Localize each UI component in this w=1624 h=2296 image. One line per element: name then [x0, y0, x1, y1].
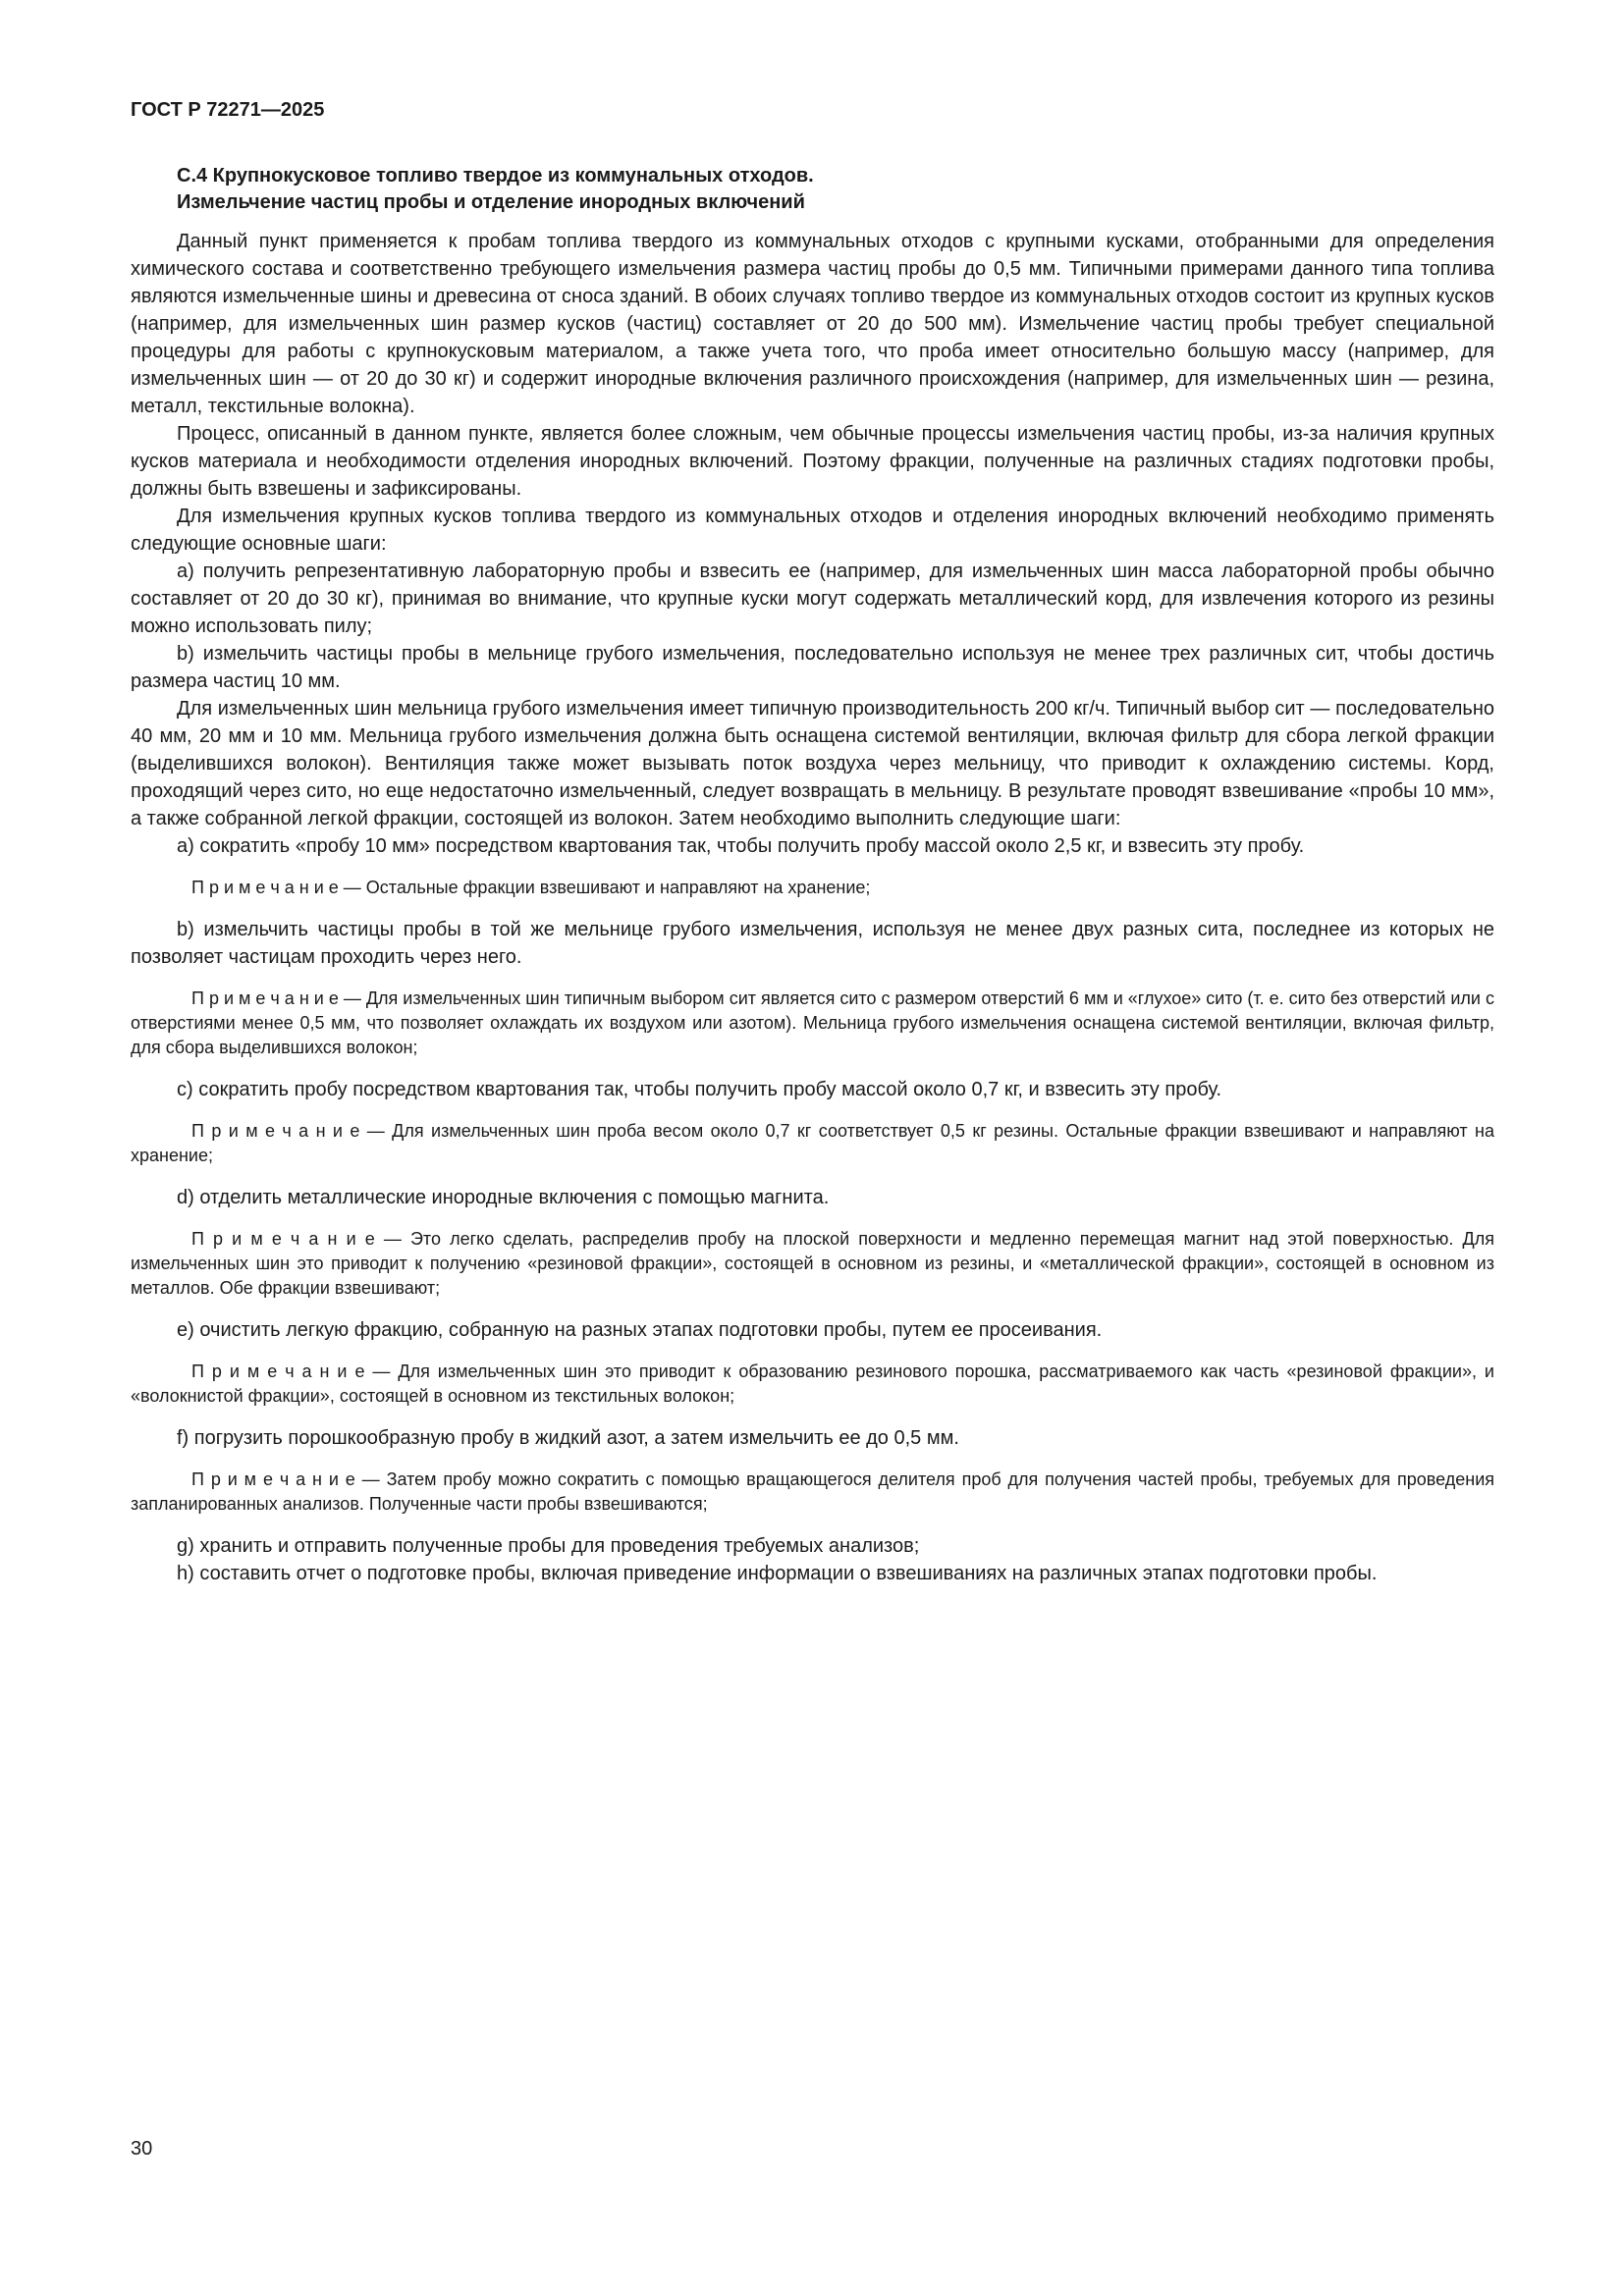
paragraph-steps-lead: Для измельчения крупных кусков топлива твердого из коммунальных отходов и отделения инородных включений необходимо применять следующие основные шаги: — [131, 506, 1494, 555]
document-content — [131, 228, 1494, 1587]
paragraph-mill: Для измельченных шин мельница грубого измельчения имеет типичную производительность 200 кг/ч. Типичный выбор сит — последовательно 40 мм, 20 мм и 10 мм. Мельница грубого измельчения должна быть оснащена системой вентиляции, включая фильтр для сбора легкой фракции (выделившихся волокон). Вентиляция также может вызывать поток воздуха через мельницу, что приводит к охлаждению системы. Корд, проходящий через сито, но еще недостаточно измельченный, следует возвращать в мельницу. В результате проводят взвешивание «пробы 10 мм», а также собранной легкой фракции, состоящей из волокон. Затем необходимо выполнить следующие шаги: — [131, 698, 1494, 829]
list-item-a2: a) сократить «пробу 10 мм» посредством квартования так, чтобы получить пробу массой около 2,5 кг, и взвесить эту пробу. — [177, 835, 1305, 857]
paragraph-process: Процесс, описанный в данном пункте, является более сложным, чем обычные процессы измельчения частиц пробы, из-за наличия крупных кусков материала и необходимости отделения инородных включений. Поэтому фракции, полученные на различных стадиях подготовки пробы, должны быть взвешены и зафиксированы. — [131, 423, 1494, 500]
paragraph-intro: Данный пункт применяется к пробам топлива твердого из коммунальных отходов с крупными кусками, отобранными для определения химического состава и соответственно требующего измельчения размера частиц пробы до 0,5 мм. Типичными примерами данного типа топлива являются измельченные шины и древесина от сноса зданий. В обоих случаях топливо твердое из коммунальных отходов состоит из крупных кусков (например, для измельченных шин размер кусков (частиц) составляет от 20 до 500 мм). Измельчение частиц пробы требует специальной процедуры для работы с крупнокусковым материалом, а также учета того, что проба имеет относительно большую массу (например, для измельченных шин — от 20 до 30 кг) и содержит инородные включения различного происхождения (например, для измельченных шин — резина, металл, текстильные волокна). — [131, 231, 1494, 417]
list-item-a1: a) получить репрезентативную лабораторную пробы и взвесить ее (например, для измельченных шин масса лабораторной пробы обычно составляет от 20 до 30 кг), принимая во внимание, что крупные куски могут содержать металлический корд, для извлечения которого из резины можно использовать пилу; — [131, 561, 1494, 637]
list-item-h: h) составить отчет о подготовке пробы, включая приведение информации о взвешиваниях на различных этапах подготовки пробы. — [177, 1563, 1378, 1584]
list-item-c: c) сократить пробу посредством квартования так, чтобы получить пробу массой около 0,7 кг, и взвесить эту пробу. — [177, 1079, 1222, 1100]
list-item-g: g) хранить и отправить полученные пробы для проведения требуемых анализов; — [177, 1535, 920, 1557]
note-c: П р и м е ч а н и е — Для измельченных шин проба весом около 0,7 кг соответствует 0,5 кг резины. Остальные фракции взвешивают и направляют на хранение; — [131, 1121, 1494, 1165]
section-heading-line2: Измельчение частиц пробы и отделение инородных включений — [177, 191, 805, 213]
list-item-b1: b) измельчить частицы пробы в мельнице грубого измельчения, последовательно используя не менее трех различных сит, чтобы достичь размера частиц 10 мм. — [131, 643, 1494, 692]
note-b2: П р и м е ч а н и е — Для измельченных шин типичным выбором сит является сито с размером отверстий 6 мм и «глухое» сито (т. е. сито без отверстий или с отверстиями менее 0,5 мм, что позволяет охлаждать их воздухом или азотом). Мельница грубого измельчения оснащена системой вентиляции, включая фильтр, для сбора выделившихся волокон; — [131, 988, 1494, 1057]
list-item-e: e) очистить легкую фракцию, собранную на разных этапах подготовки пробы, путем ее просеивания. — [177, 1319, 1103, 1341]
standard-designation: ГОСТ Р 72271—2025 — [131, 99, 325, 121]
note-e: П р и м е ч а н и е — Для измельченных шин это приводит к образованию резинового порошка, рассматриваемого как часть «резиновой фракции», и «волокнистой фракции», состоящей в основном из текстильных волокон; — [131, 1362, 1494, 1406]
list-item-b2: b) измельчить частицы пробы в той же мельнице грубого измельчения, используя не менее двух разных сита, последнее из которых не позволяет частицам проходить через него. — [131, 919, 1494, 968]
note-a2: П р и м е ч а н и е — Остальные фракции взвешивают и направляют на хранение; — [191, 878, 871, 897]
note-f: П р и м е ч а н и е — Затем пробу можно сократить с помощью вращающегося делителя проб для получения частей пробы, требуемых для проведения запланированных анализов. Полученные части пробы взвешиваются; — [131, 1469, 1494, 1514]
note-d: П р и м е ч а н и е — Это легко сделать, распределив пробу на плоской поверхности и медленно перемещая магнит над этой поверхностью. Для измельченных шин это приводит к получению «резиновой фракции», состоящей в основном из резины, и «металлической фракции», состоящей в основном из металлов. Обе фракции взвешивают; — [131, 1229, 1494, 1298]
page-number: 30 — [131, 2138, 153, 2160]
list-item-f: f) погрузить порошкообразную пробу в жидкий азот, а затем измельчить ее до 0,5 мм. — [177, 1427, 959, 1449]
section-heading — [177, 163, 1494, 216]
list-item-d: d) отделить металлические инородные включения с помощью магнита. — [177, 1187, 830, 1208]
section-heading-line1: С.4 Крупнокусковое топливо твердое из коммунальных отходов. — [177, 165, 814, 187]
